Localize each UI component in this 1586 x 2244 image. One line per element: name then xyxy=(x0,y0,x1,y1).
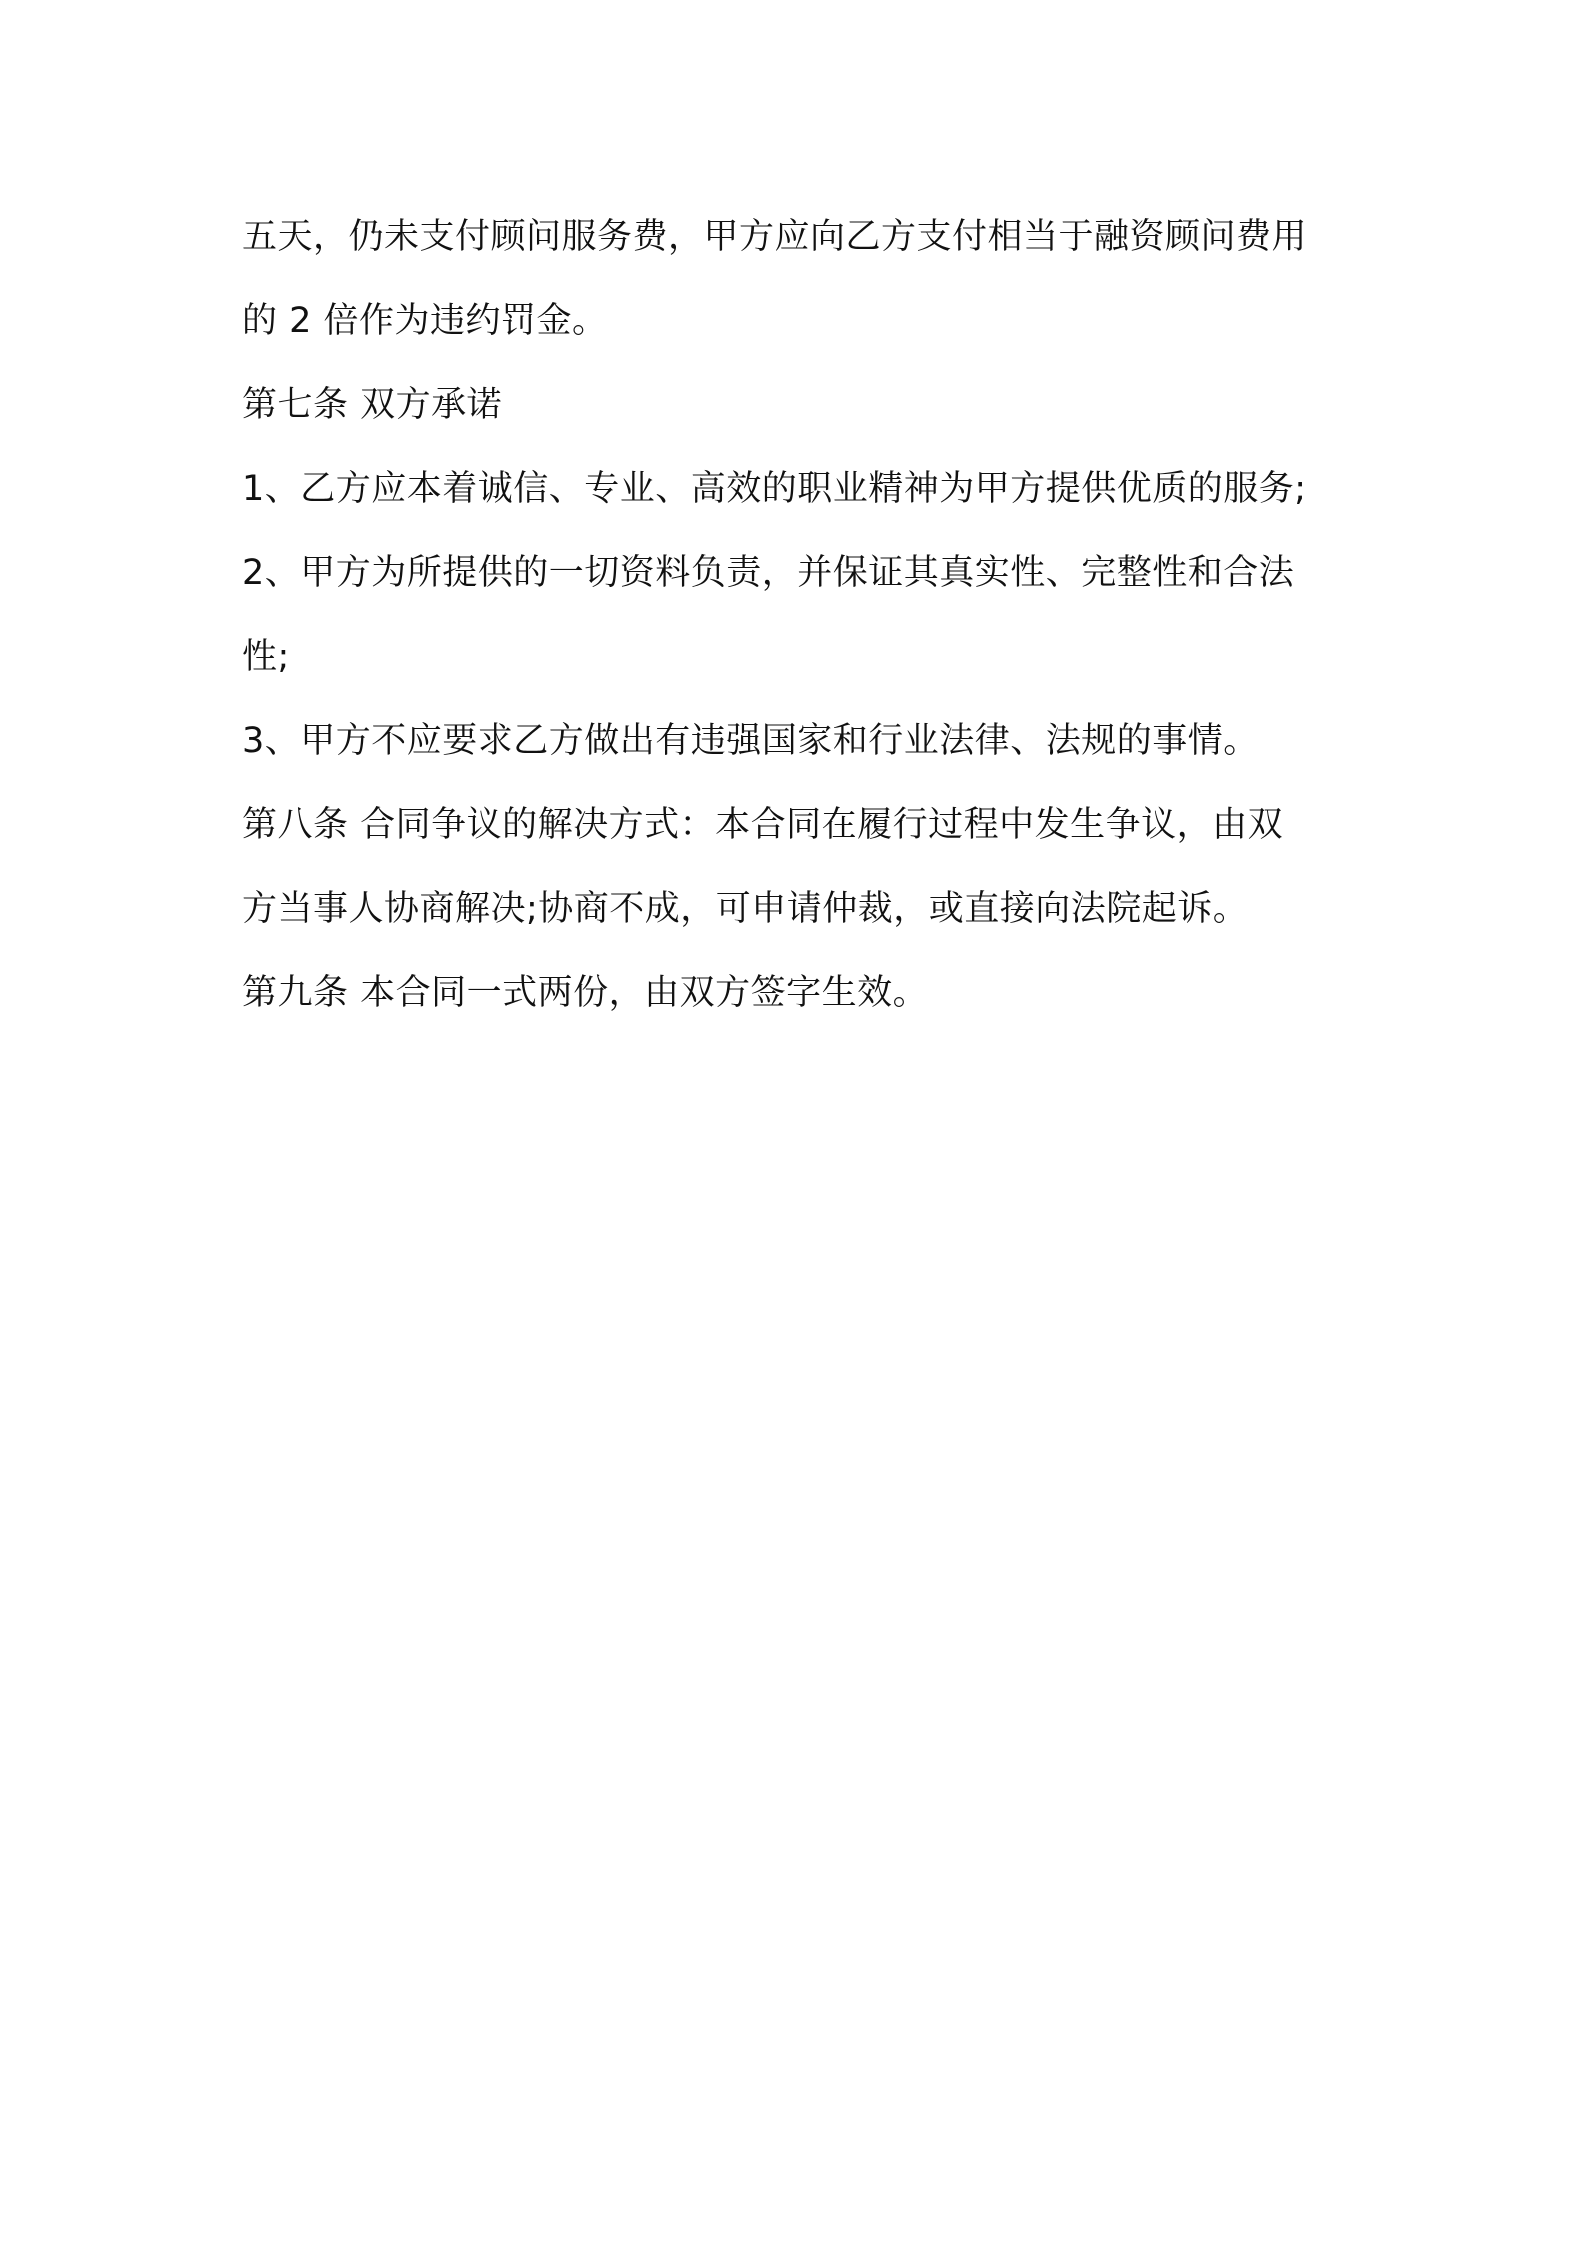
text-line-1: 五天，仍未支付顾问服务费，甲方应向乙方支付相当于融资顾问费用 xyxy=(242,217,1308,257)
text-line-5: 2、甲方为所提供的一切资料负责，并保证其真实性、完整性和合法 xyxy=(242,553,1295,593)
text-line-4: 1、乙方应本着诚信、专业、高效的职业精神为甲方提供优质的服务; xyxy=(242,469,1307,509)
text-line-7: 3、甲方不应要求乙方做出有违强国家和行业法律、法规的事情。 xyxy=(242,721,1259,761)
article-8-line-1: 第八条 合同争议的解决方式：本合同在履行过程中发生争议，由双 xyxy=(242,805,1284,845)
article-8-line-2: 方当事人协商解决;协商不成，可申请仲裁，或直接向法院起诉。 xyxy=(242,889,1249,929)
text-line-2: 的 2 倍作为违约罚金。 xyxy=(242,301,608,341)
document-body xyxy=(242,195,1352,1035)
text-line-6: 性; xyxy=(242,637,290,677)
article-7-heading: 第七条 双方承诺 xyxy=(242,385,503,425)
article-9-line: 第九条 本合同一式两份，由双方签字生效。 xyxy=(242,973,929,1013)
